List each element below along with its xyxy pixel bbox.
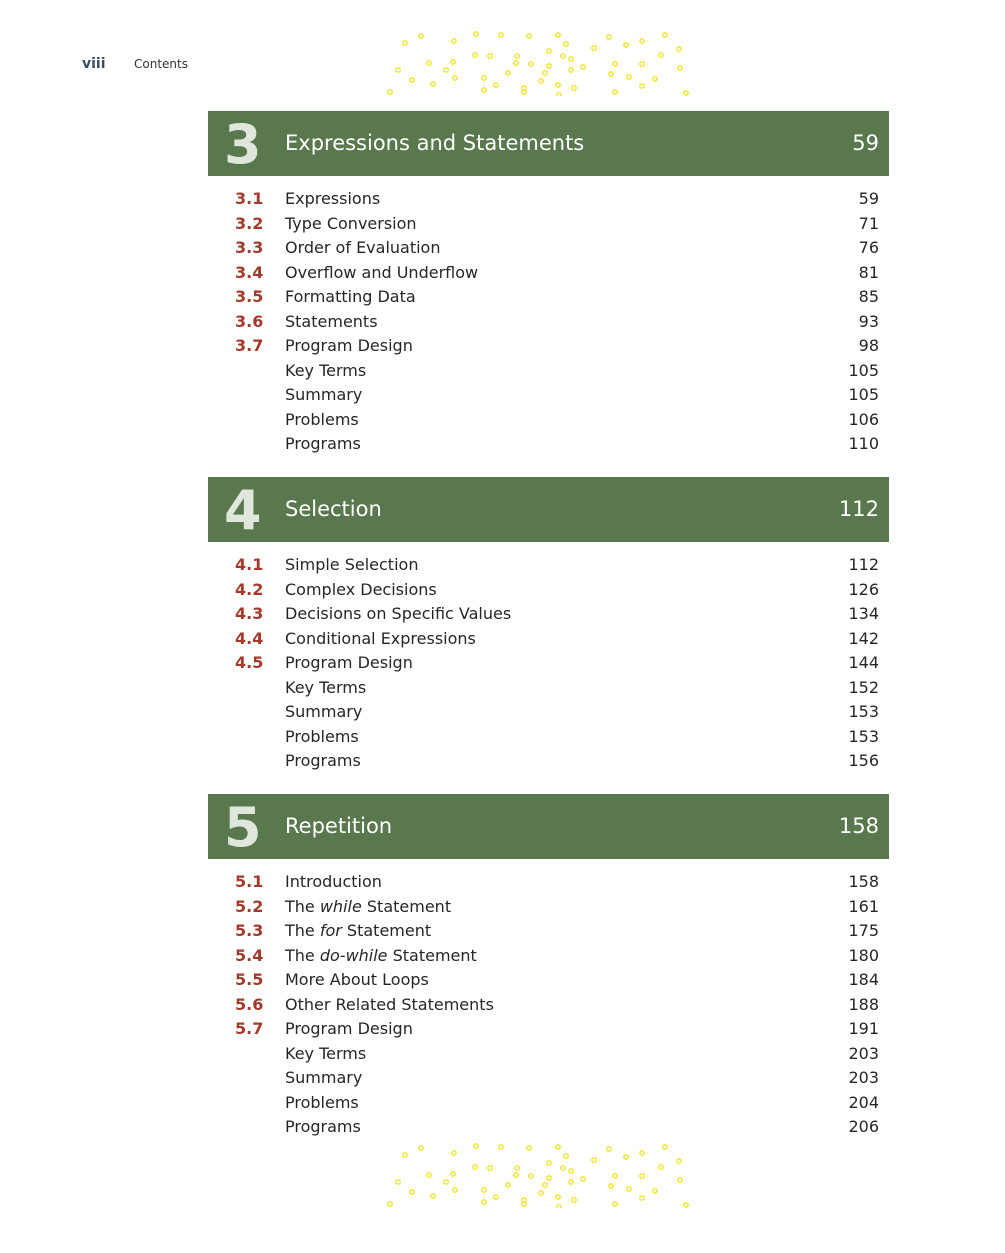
- chapter-entries: [208, 870, 889, 1140]
- decorative-dot: [396, 1180, 400, 1184]
- section-page-number: 203: [848, 1043, 879, 1063]
- decorative-dot: [640, 39, 644, 43]
- section-number: 5.7: [235, 1019, 264, 1038]
- section-title: [285, 870, 382, 895]
- decorative-dot: [547, 1161, 551, 1165]
- section-page-number: 59: [858, 189, 879, 208]
- decorative-dot: [488, 54, 492, 58]
- chapter-5-section: [208, 794, 889, 1140]
- section-title-text: Key Terms: [285, 1043, 367, 1063]
- section-title: [285, 700, 362, 725]
- decorative-dot: [453, 1188, 457, 1192]
- chapter-4-section: [208, 477, 889, 774]
- section-title: [285, 1091, 359, 1116]
- decorative-dot: [543, 71, 547, 75]
- decorative-dot: [556, 1145, 560, 1149]
- section-title-text: Problems: [285, 409, 359, 429]
- section-title-text: Conditional Expressions: [285, 628, 476, 648]
- chapter-title: Selection: [285, 497, 382, 521]
- toc-entry: [208, 602, 889, 627]
- decorative-dot: [569, 68, 573, 72]
- section-title: [285, 236, 440, 261]
- decorative-dot: [539, 1191, 543, 1195]
- decorative-dot: [452, 1151, 456, 1155]
- toc-entry: [208, 1091, 889, 1116]
- section-title-text: Key Terms: [285, 677, 367, 697]
- toc-entry: [208, 944, 889, 969]
- section-title-text: Problems: [285, 1092, 359, 1112]
- toc-entry: [208, 993, 889, 1018]
- decorative-dot: [557, 1205, 561, 1208]
- decorative-dot: [499, 1145, 503, 1149]
- decorative-dot: [482, 76, 486, 80]
- chapter-number: 3: [224, 113, 261, 176]
- toc-entry: [208, 261, 889, 286]
- section-number: 3.5: [235, 287, 264, 306]
- toc-entry: [208, 578, 889, 603]
- section-title-text: Type Conversion: [285, 213, 417, 233]
- decorative-dot: [482, 88, 486, 92]
- section-title-text: Statement: [341, 921, 432, 940]
- toc-entry: [208, 651, 889, 676]
- chapter-band: [208, 477, 889, 542]
- section-page-number: 152: [848, 677, 879, 697]
- decorative-dot: [564, 1154, 568, 1158]
- toc-entry: [208, 285, 889, 310]
- decorative-dot: [494, 83, 498, 87]
- section-number: 5.4: [235, 945, 264, 965]
- decorative-dot: [613, 1174, 617, 1178]
- decorative-dot: [659, 53, 663, 57]
- decorative-dot: [514, 61, 518, 65]
- decorative-dot: [624, 1155, 628, 1159]
- decorative-dot: [609, 72, 613, 76]
- decorative-dot: [640, 1174, 644, 1178]
- decorative-dot: [561, 1166, 565, 1170]
- decorative-dot: [663, 1145, 667, 1149]
- section-page-number: 204: [848, 1092, 879, 1112]
- toc-entry: [208, 236, 889, 261]
- decorative-dot: [684, 1203, 688, 1207]
- decorative-dot: [388, 1202, 392, 1206]
- section-number: 5.1: [235, 872, 264, 891]
- decorative-dot: [506, 71, 510, 75]
- decorative-dot: [482, 1188, 486, 1192]
- section-title-keyword: do-while: [319, 945, 388, 965]
- toc-entry: [208, 553, 889, 578]
- decorative-dot: [427, 61, 431, 65]
- decorative-dot: [427, 1173, 431, 1177]
- decorative-dot: [451, 1172, 455, 1176]
- decorative-dot: [431, 1194, 435, 1198]
- section-number: 3.7: [235, 336, 264, 355]
- section-page-number: 161: [848, 896, 879, 916]
- decorative-dot: [569, 1180, 573, 1184]
- decorative-dot: [444, 1180, 448, 1184]
- decorative-dot: [547, 64, 551, 68]
- toc-entry: [208, 359, 889, 384]
- chapter-number: 4: [224, 479, 261, 542]
- toc-entry: [208, 700, 889, 725]
- decorative-dot: [431, 82, 435, 86]
- section-title: [285, 261, 478, 286]
- section-title-keyword: for: [319, 921, 342, 940]
- section-title-text: Programs: [285, 434, 361, 453]
- section-title: [285, 334, 413, 359]
- decorative-dot: [569, 57, 573, 61]
- decorative-dot: [547, 1176, 551, 1180]
- toc-entry: [208, 408, 889, 433]
- decorative-dot: [474, 32, 478, 36]
- section-page-number: 85: [858, 287, 879, 306]
- section-title-text: Complex Decisions: [285, 579, 437, 599]
- section-title-text: Expressions: [285, 189, 381, 208]
- decorative-dot: [684, 91, 688, 95]
- decorative-dot: [515, 1166, 519, 1170]
- section-number: 3.6: [235, 311, 264, 331]
- section-title-text: Simple Selection: [285, 555, 419, 574]
- decorative-dot: [663, 33, 667, 37]
- decorative-dot: [627, 75, 631, 79]
- decorative-dot: [609, 1184, 613, 1188]
- section-title: [285, 602, 511, 627]
- decorative-dot: [613, 62, 617, 66]
- decorative-dot: [452, 39, 456, 43]
- decorative-dot: [627, 1187, 631, 1191]
- toc-entry: [208, 334, 889, 359]
- chapter-page-number: 59: [852, 131, 879, 155]
- section-title-text: Other Related Statements: [285, 994, 494, 1014]
- toc-entry: [208, 1042, 889, 1067]
- decorative-dot: [653, 1189, 657, 1193]
- section-page-number: 81: [858, 262, 879, 282]
- decorative-dot: [499, 33, 503, 37]
- decorative-dot: [640, 1196, 644, 1200]
- toc-entry: [208, 1066, 889, 1091]
- decorative-dot: [677, 47, 681, 51]
- section-title-text: Statements: [285, 311, 378, 331]
- section-title: [285, 919, 431, 944]
- toc-entry: [208, 870, 889, 895]
- section-page-number: 203: [848, 1068, 879, 1087]
- decorative-dot: [581, 1177, 585, 1181]
- decorative-dot: [557, 93, 561, 96]
- section-page-number: 105: [848, 360, 879, 380]
- section-title: [285, 895, 451, 920]
- toc-entry: [208, 749, 889, 774]
- section-title: [285, 725, 359, 750]
- section-title-text: Formatting Data: [285, 287, 416, 306]
- section-title-text: Decisions on Specific Values: [285, 604, 512, 623]
- section-number: 4.1: [235, 555, 264, 574]
- decorative-dot: [561, 54, 565, 58]
- section-title-text: Program Design: [285, 336, 413, 355]
- decorative-dot: [488, 1166, 492, 1170]
- decorative-dot: [410, 1190, 414, 1194]
- page-folio: viii: [82, 56, 106, 72]
- decorative-dot: [613, 90, 617, 94]
- section-page-number: 191: [848, 1019, 879, 1038]
- section-title: [285, 212, 417, 237]
- section-number: 5.6: [235, 994, 264, 1014]
- decorative-dot: [419, 1146, 423, 1150]
- decorative-dot: [403, 1153, 407, 1157]
- decorative-dot: [527, 1146, 531, 1150]
- decorative-dot: [473, 1165, 477, 1169]
- chapter-title: Expressions and Statements: [285, 131, 585, 155]
- section-title: [285, 359, 366, 384]
- section-title-text: Summary: [285, 1068, 363, 1087]
- chapter-number: 5: [224, 796, 261, 859]
- section-title: [285, 993, 494, 1018]
- decorative-dot: [444, 68, 448, 72]
- toc-entry: [208, 627, 889, 652]
- section-title: [285, 1017, 413, 1042]
- section-page-number: 153: [848, 726, 879, 746]
- section-number: 4.3: [235, 604, 264, 623]
- decorative-dot: [529, 62, 533, 66]
- toc-entry: [208, 1115, 889, 1140]
- decorative-dot: [613, 1202, 617, 1206]
- toc-entry: [208, 310, 889, 335]
- section-page-number: 153: [848, 702, 879, 721]
- toc-entry: [208, 676, 889, 701]
- section-page-number: 142: [848, 628, 879, 648]
- section-page-number: 76: [858, 238, 879, 257]
- decorative-dot: [494, 1195, 498, 1199]
- running-title: Contents: [134, 57, 188, 71]
- decorative-dot: [556, 1195, 560, 1199]
- section-title-text: The: [285, 921, 320, 940]
- section-title-text: Key Terms: [285, 360, 367, 380]
- section-title-text: Program Design: [285, 1019, 413, 1038]
- section-page-number: 112: [848, 555, 879, 574]
- toc-entry: [208, 432, 889, 457]
- decorative-dot: [410, 78, 414, 82]
- decorative-dot: [474, 1144, 478, 1148]
- section-number: 3.4: [235, 262, 264, 282]
- section-title-text: Order of Evaluation: [285, 238, 441, 257]
- chapter-entries: [208, 187, 889, 457]
- section-title-keyword: while: [319, 896, 362, 916]
- decorative-dot: [451, 60, 455, 64]
- section-title: [285, 383, 362, 408]
- section-title-text: Statement: [361, 896, 452, 916]
- decorative-dot: [529, 1174, 533, 1178]
- decorative-dot: [678, 1178, 682, 1182]
- decorative-dot: [592, 46, 596, 50]
- toc-entry: [208, 919, 889, 944]
- decorative-dot: [678, 66, 682, 70]
- decorative-dot: [396, 68, 400, 72]
- section-title: [285, 1042, 366, 1067]
- section-title: [285, 578, 437, 603]
- section-page-number: 206: [848, 1117, 879, 1136]
- section-page-number: 98: [858, 336, 879, 355]
- decorative-dot: [640, 84, 644, 88]
- decorative-dot: [659, 1165, 663, 1169]
- dot-pattern-top: [386, 30, 696, 96]
- toc-entry: [208, 895, 889, 920]
- decorative-dot: [677, 1159, 681, 1163]
- chapter-band: [208, 111, 889, 176]
- section-title-text: Introduction: [285, 872, 382, 891]
- decorative-dot: [482, 1200, 486, 1204]
- section-number: 5.2: [235, 896, 264, 916]
- decorative-dot: [543, 1183, 547, 1187]
- section-number: 5.3: [235, 921, 264, 940]
- decorative-dot: [569, 1169, 573, 1173]
- section-page-number: 134: [848, 604, 879, 623]
- section-page-number: 188: [848, 994, 879, 1014]
- decorative-dot: [556, 83, 560, 87]
- section-title: [285, 651, 413, 676]
- decorative-dot: [592, 1158, 596, 1162]
- decorative-dot: [403, 41, 407, 45]
- toc-entry: [208, 968, 889, 993]
- toc-entry: [208, 187, 889, 212]
- dot-pattern-bottom: [386, 1142, 696, 1208]
- section-page-number: 93: [858, 311, 879, 331]
- decorative-dot: [473, 53, 477, 57]
- decorative-dot: [581, 65, 585, 69]
- decorative-dot: [572, 86, 576, 90]
- section-page-number: 158: [848, 872, 879, 891]
- section-number: 4.2: [235, 579, 264, 599]
- section-page-number: 156: [848, 751, 879, 770]
- decorative-dot: [506, 1183, 510, 1187]
- section-number: 3.1: [235, 189, 264, 208]
- decorative-dot: [653, 77, 657, 81]
- section-page-number: 180: [848, 945, 879, 965]
- section-title: [285, 749, 361, 774]
- section-number: 5.5: [235, 970, 264, 989]
- section-page-number: 175: [848, 921, 879, 940]
- section-number: 3.3: [235, 238, 264, 257]
- decorative-dot: [640, 1151, 644, 1155]
- decorative-dot: [515, 54, 519, 58]
- section-title: [285, 944, 477, 969]
- decorative-dot: [564, 42, 568, 46]
- chapter-3-section: [208, 111, 889, 457]
- chapter-title: Repetition: [285, 814, 393, 838]
- section-title-text: Summary: [285, 702, 363, 721]
- section-title-text: Overflow and Underflow: [285, 262, 479, 282]
- running-head: [82, 56, 188, 72]
- decorative-dot: [556, 33, 560, 37]
- section-title-text: The: [285, 945, 320, 965]
- chapter-page-number: 158: [838, 814, 879, 838]
- section-title-text: Statement: [387, 945, 477, 965]
- section-title-text: Summary: [285, 385, 363, 404]
- section-number: 4.5: [235, 653, 264, 672]
- section-page-number: 184: [848, 970, 879, 989]
- section-title-text: Program Design: [285, 653, 413, 672]
- decorative-dot: [527, 34, 531, 38]
- section-title: [285, 1066, 362, 1091]
- chapter-band: [208, 794, 889, 859]
- section-title: [285, 627, 476, 652]
- decorative-dot: [624, 43, 628, 47]
- section-title-text: More About Loops: [285, 970, 429, 989]
- toc-entry: [208, 383, 889, 408]
- toc-entry: [208, 1017, 889, 1042]
- decorative-dot: [607, 1147, 611, 1151]
- section-number: 3.2: [235, 213, 264, 233]
- section-title-text: Programs: [285, 751, 361, 770]
- decorative-dot: [419, 34, 423, 38]
- section-page-number: 144: [848, 653, 879, 672]
- section-number: 4.4: [235, 628, 264, 648]
- decorative-dot: [388, 90, 392, 94]
- toc-entry: [208, 725, 889, 750]
- decorative-dot: [453, 76, 457, 80]
- section-page-number: 110: [848, 434, 879, 453]
- decorative-dot: [547, 49, 551, 53]
- section-title: [285, 285, 416, 310]
- decorative-dot: [539, 79, 543, 83]
- decorative-dot: [572, 1198, 576, 1202]
- chapter-entries: [208, 553, 889, 774]
- section-page-number: 105: [848, 385, 879, 404]
- section-title: [285, 1115, 361, 1140]
- decorative-dot: [640, 62, 644, 66]
- section-page-number: 106: [848, 409, 879, 429]
- chapter-page-number: 112: [838, 497, 879, 521]
- section-page-number: 126: [848, 579, 879, 599]
- section-title-text: The: [285, 896, 320, 916]
- section-title: [285, 432, 361, 457]
- section-title: [285, 553, 418, 578]
- section-page-number: 71: [858, 213, 879, 233]
- section-title: [285, 676, 366, 701]
- section-title: [285, 968, 429, 993]
- toc-entry: [208, 212, 889, 237]
- section-title-text: Programs: [285, 1117, 361, 1136]
- section-title: [285, 310, 378, 335]
- section-title-text: Problems: [285, 726, 359, 746]
- section-title: [285, 408, 359, 433]
- decorative-dot: [607, 35, 611, 39]
- section-title: [285, 187, 380, 212]
- decorative-dot: [514, 1173, 518, 1177]
